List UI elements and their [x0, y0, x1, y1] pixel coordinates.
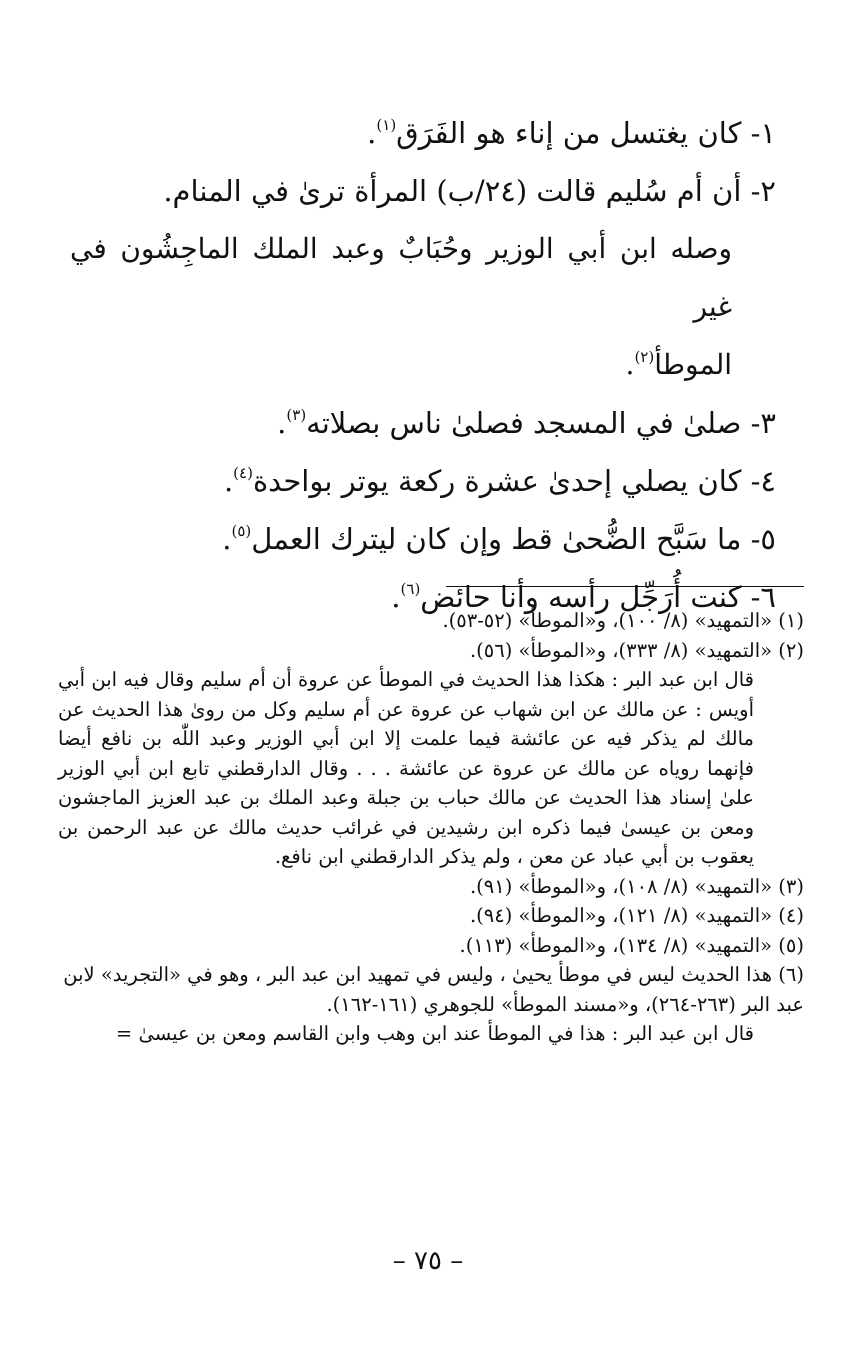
footnote-ref[interactable]: (٤): [233, 464, 253, 483]
footnote-2-commentary: قال ابن عبد البر : هكذا هذا الحديث في الموطأ عن عروة أن أم سليم وقال فيه ابن أبي أويس : عن مالك عن ابن شهاب عن عروة عن أم سليم وكل من روىٰ هذا الحديث عن مالك لم يذكر فيه عن عائشة فيما علمت إلا ابن أبي الوزير وعبد اللّٰه بن نافع أيضا فإنهما روياه عن مالك عن عروة عن عائشة . . . وقال الدارقطني تابع ابن أبي الوزير علىٰ إسناد هذا الحديث عن مالك حباب بن جبلة وعبد الملك بن عبد العزيز الماجشون ومعن بن عيسىٰ فيما ذكره ابن رشيدين في غرائب حديث مالك عن عبد الرحمن بن يعقوب بن أبي عباد عن معن ، ولم يذكر الدارقطني ابن نافع.: [58, 668, 754, 868]
footnote-ref[interactable]: (٢): [634, 347, 655, 366]
hadith-item-2: [70, 162, 776, 220]
footnote-ref[interactable]: (٥): [231, 522, 252, 541]
footnote-6-commentary: قال ابن عبد البر : هذا في الموطأ عند ابن وهب وابن القاسم ومعن بن عيسىٰ =: [115, 1022, 754, 1045]
footnote-ref[interactable]: (٣): [286, 406, 307, 425]
hadith-text: ٥- ما سَبَّح الضُّحىٰ قط وإن كان ليترك العمل: [251, 522, 776, 556]
main-text: [70, 104, 776, 626]
footnote-5: (٥) «التمهيد» (٨/ ١٣٤)، و«الموطأ» (١١٣).: [459, 933, 804, 957]
page-number: – ٧٥ –: [392, 1246, 464, 1276]
hadith-text: ٢- أن أم سُليم قالت (٢٤/ب) المرأة ترىٰ في المنام.: [163, 174, 776, 208]
footnote-4: (٤) «التمهيد» (٨/ ١٢١)، و«الموطأ» (٩٤).: [469, 904, 804, 927]
footnote-divider: [446, 586, 804, 587]
hadith-item-6: ٦- كنت أُرَجِّل رأسه وأنا حائض$^{(٦)}$.: [391, 580, 776, 614]
footnote-1: (١) «التمهيد» (٨/ ١٠٠)، و«الموطأ» (٥٢-٥٣).: [442, 609, 804, 632]
note-line: الموطأ: [654, 348, 732, 381]
footnotes: [58, 606, 804, 1049]
footnote-3: (٣) «التمهيد» (٨/ ١٠٨)، و«الموطأ» (٩١).: [469, 874, 804, 898]
hadith-text: ١- كان يغتسل من إناء هو الفَرَق: [396, 116, 776, 150]
footnote-ref[interactable]: (٦): [400, 580, 421, 599]
footnote-6: (٦) هذا الحديث ليس في موطأ يحيىٰ ، وليس في تمهيد ابن عبد البر ، وهو في «التجريد» لابن عبد البر (٢٦٣-٢٦٤)، و«مسند الموطأ» للجوهري (١٦١-١٦٢).: [63, 963, 804, 1016]
hadith-text: ٦- كنت أُرَجِّل رأسه وأنا حائض: [420, 580, 776, 614]
footnote-ref[interactable]: (١): [376, 116, 397, 135]
hadith-item-4: ٤- كان يصلي إحدىٰ عشرة ركعة يوتر بواحدة$^{(٤)}$.: [223, 464, 776, 498]
hadith-text: ٤- كان يصلي إحدىٰ عشرة ركعة يوتر بواحدة: [252, 464, 776, 498]
hadith-item-2-note: وصله ابن أبي الوزير وحُبَابٌ وعبد الملك الماجِشُون في غير الموطأ$^{(٢)}$.: [70, 232, 732, 381]
hadith-text: ٣- صلىٰ في المسجد فصلىٰ ناس بصلاته: [306, 406, 776, 440]
hadith-item-3: ٣- صلىٰ في المسجد فصلىٰ ناس بصلاته$^{(٣)}$.: [277, 406, 776, 440]
hadith-item-5: ٥- ما سَبَّح الضُّحىٰ قط وإن كان ليترك العمل$^{(٥)}$.: [222, 522, 776, 556]
footnote-2: (٢) «التمهيد» (٨/ ٣٣٣)، و«الموطأ» (٥٦).: [469, 638, 804, 662]
note-line: وصله ابن أبي الوزير وحُبَابٌ وعبد الملك الماجِشُون في غير: [70, 232, 732, 323]
hadith-item-1: ١- كان يغتسل من إناء هو الفَرَق$^{(١)}$.: [367, 116, 776, 150]
